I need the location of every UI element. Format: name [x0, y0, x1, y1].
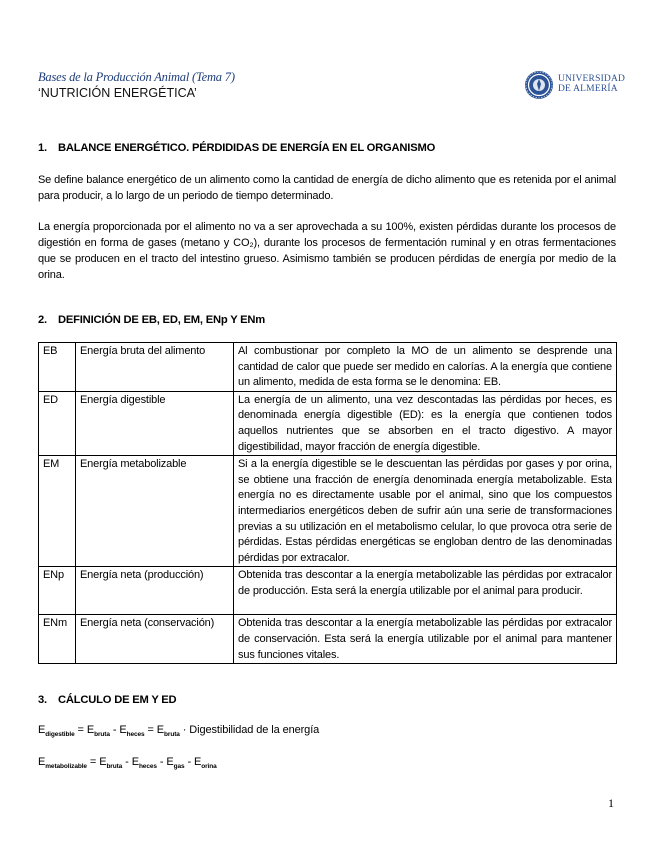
table-cell-abbr: ED [39, 391, 76, 455]
table-row [39, 456, 617, 567]
page-header [38, 68, 626, 108]
table-cell-name: Energía digestible [76, 391, 234, 455]
course-subject: Bases de la Producción Animal (Tema 7) [38, 70, 235, 84]
document-title: ‘NUTRICIÓN ENERGÉTICA’ [38, 86, 197, 100]
table-cell-name: Energía bruta del alimento [76, 343, 234, 392]
section-1-paragraph-1: Se define balance energético de un alimento como la cantidad de energía de dicho alimento que es retenida por el animal para producir, a lo largo de un periodo de tiempo determinado. [38, 174, 616, 202]
table-cell-abbr: EM [39, 456, 76, 567]
university-logo [524, 68, 626, 102]
table-cell-abbr: ENm [39, 615, 76, 664]
table-cell-desc: Al combustionar por completo la MO de un alimento se desprende una cantidad de calor que puede ser medido en calorías. A la energía que contiene un alimento, medida de esta forma se le denomina: EB. [234, 343, 617, 392]
table-row [39, 567, 617, 615]
page-number: 1 [608, 796, 614, 810]
section-1-heading: 1. BALANCE ENERGÉTICO. PÉRDIDIDAS DE ENERGÍA EN EL ORGANISMO [38, 142, 436, 154]
university-name: UNIVERSIDAD DE ALMERÍA [558, 74, 626, 94]
energy-definitions-table [38, 342, 617, 664]
table-row [39, 343, 617, 392]
table-cell-desc: Obtenida tras descontar a la energía metabolizable las pérdidas por extracalor de producción. Esta será la energía utilizable por el animal para producir. [234, 567, 617, 615]
table-cell-name: Energía metabolizable [76, 456, 234, 567]
table-cell-abbr: EB [39, 343, 76, 392]
table-row [39, 615, 617, 664]
formula-metabolizable-energy: $E_{metabolizable} = E_{bruta} - E_{heces} - E_{gas} - E_{orina}$ [38, 756, 217, 770]
table-cell-abbr: ENp [39, 567, 76, 615]
university-seal-icon [524, 70, 554, 100]
table-cell-desc: La energía de un alimento, una vez descontadas las pérdidas por heces, es denominada energía digestible (ED): es la energía que contienen todos aquellos nutrientes que se absorben en el tracto digestivo. A mayor digestibilidad, mayor fracción de energía digestible. [234, 391, 617, 455]
table-cell-desc: Obtenida tras descontar a la energía metabolizable las pérdidas por extracalor de conservación. Esta será la energía utilizable por el animal para mantener sus funciones vitales. [234, 615, 617, 664]
table-cell-name: Energía neta (conservación) [76, 615, 234, 664]
table-cell-desc: Si a la energía digestible se le descuentan las pérdidas por gases y por orina, se obtiene una fracción de energía denominada energía metabolizable. Esta energía no es directamente usable por el animal, sino que los compuestos intermediarios energéticos deben de sufrir aún una serie de transformaciones previas a su utilización en el metabolismo celular, lo que provoca otra serie de pérdidas. Estas pérdidas energéticas se engloban dentro de las denominadas pérdidas por extracalor. [234, 456, 617, 567]
section-2-heading: 2. DEFINICIÓN DE EB, ED, EM, ENp Y ENm [38, 314, 266, 326]
table-cell-name: Energía neta (producción) [76, 567, 234, 615]
section-1-paragraph-2: La energía proporcionada por el alimento no va a ser aprovechada a su 100%, existen pérdidas durante los procesos de digestión en forma de gases (metano y CO₂), durante los procesos de fermentación ruminal y en otras fermentaciones que se producen en el tracto del intestino grueso. Asimismo también se producen pérdidas de energía por medio de la orina. [38, 221, 616, 281]
formula-digestible-energy: $E_{digestible} = E_{bruta} - E_{heces} = E_{bruta}$ · Digestibilidad de la energía [38, 724, 320, 738]
section-3-heading: 3. CÁLCULO DE EM Y ED [38, 694, 177, 706]
table-row [39, 391, 617, 455]
